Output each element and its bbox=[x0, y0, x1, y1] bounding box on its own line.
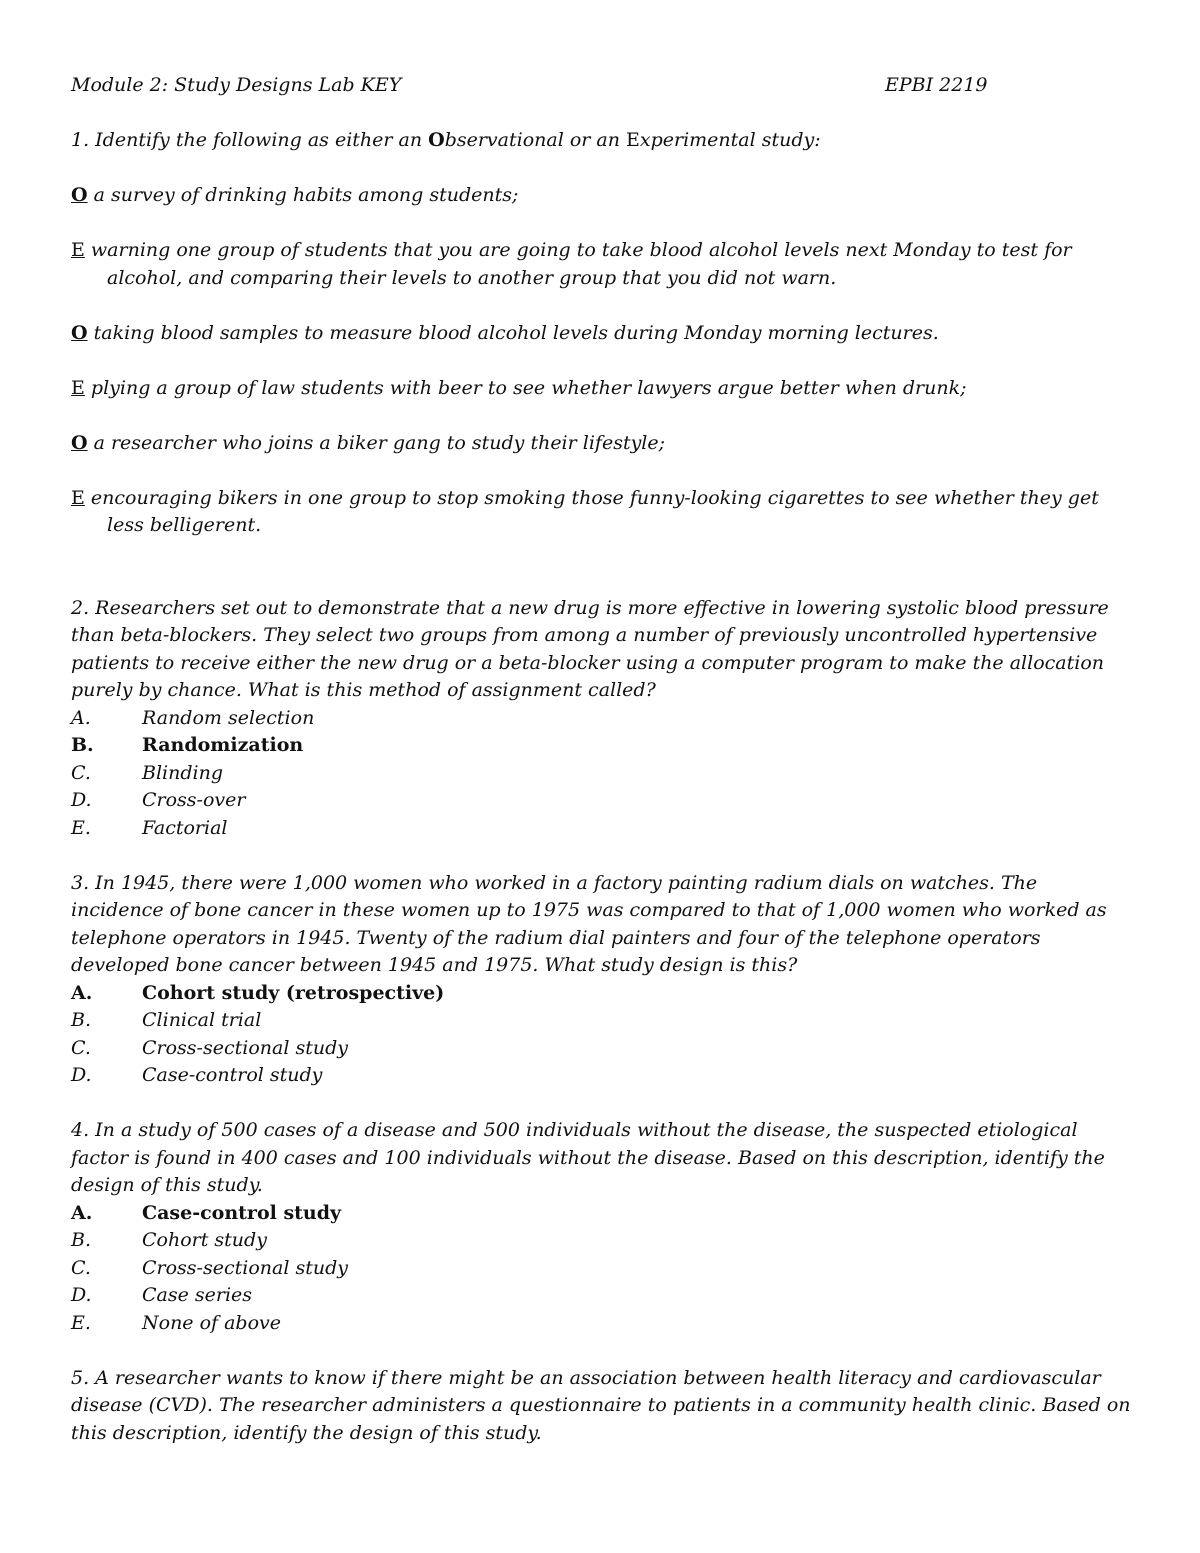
option-letter: B. bbox=[71, 1009, 92, 1031]
option-letter: C. bbox=[71, 1036, 91, 1059]
question-3-text: 3. In 1945, there were 1,000 women who worked in a factory painting radium dials on watches. The incidence of bone cancer in these women up to 1975 was compared to that of 1,000 women who worked as telephone operators in 1945. Twenty of the radium dial painters and four of the telephone operators developed bone cancer between 1945 and 1975. What study design is this? bbox=[71, 871, 1107, 976]
answer-mark: O bbox=[71, 184, 88, 206]
q1-prompt-start: 1. Identify the following as either an bbox=[71, 129, 429, 151]
q1-item bbox=[71, 320, 1131, 348]
correct-option bbox=[71, 732, 1131, 760]
q1-item-text: taking blood samples to measure blood alcohol levels during Monday morning lectures. bbox=[87, 321, 939, 344]
q1-item-text: warning one group of students that you are going to take blood alcohol levels next Monday to test for alcohol, and comparing their levels to another group that you did not warn. bbox=[84, 239, 1072, 289]
option-text: Case-control study bbox=[142, 1064, 323, 1086]
option-letter: E. bbox=[71, 816, 91, 839]
option-letter: C. bbox=[71, 761, 91, 784]
option bbox=[71, 1282, 1131, 1310]
option bbox=[71, 815, 1131, 843]
q1-obs-letter: O bbox=[428, 129, 445, 151]
option-letter: B. bbox=[71, 1229, 92, 1251]
answer-mark: E bbox=[71, 486, 85, 509]
q1-item-text: a researcher who joins a biker gang to study their lifestyle; bbox=[87, 431, 666, 454]
option-text: Case-control study bbox=[142, 1201, 342, 1224]
answer-mark: O bbox=[71, 431, 88, 454]
option bbox=[71, 760, 1131, 788]
option bbox=[71, 1310, 1131, 1338]
q1-item bbox=[71, 430, 1131, 458]
option-text: None of above bbox=[142, 1311, 282, 1334]
answer-mark: O bbox=[71, 321, 88, 344]
question-5-text: 5. A researcher wants to know if there might be an association between health literacy and cardiovascular disease (CVD). The researcher administers a questionnaire to patients in a community health clinic. Based on this description, identify the design of this study. bbox=[71, 1366, 1131, 1444]
option-letter: A. bbox=[71, 706, 91, 729]
option-text: Cohort study (retrospective) bbox=[142, 981, 445, 1004]
q1-item-text: encouraging bikers in one group to stop smoking those funny-looking cigarettes to see whether they get less belligerent. bbox=[84, 486, 1099, 536]
answer-mark: E bbox=[71, 376, 85, 399]
option bbox=[71, 787, 1131, 815]
option-text: Cross-sectional study bbox=[142, 1036, 348, 1059]
correct-option bbox=[71, 980, 1131, 1008]
option-text: Cross-sectional study bbox=[142, 1256, 348, 1279]
option-letter: D. bbox=[71, 789, 92, 811]
page-header bbox=[71, 72, 1131, 100]
option-letter: A. bbox=[71, 1201, 93, 1224]
q1-item bbox=[71, 375, 1131, 403]
option bbox=[71, 1035, 1131, 1063]
option bbox=[71, 1255, 1131, 1283]
option-letter: C. bbox=[71, 1256, 91, 1279]
correct-option bbox=[71, 1200, 1131, 1228]
option bbox=[71, 1007, 1131, 1035]
answer-mark: E bbox=[71, 239, 85, 261]
question-1-prompt bbox=[71, 127, 1131, 155]
header-course-code: EPBI 2219 bbox=[885, 74, 988, 96]
option-text: Clinical trial bbox=[142, 1009, 262, 1031]
option bbox=[71, 705, 1131, 733]
q1-item-text: plying a group of law students with beer to see whether lawyers argue better when drunk; bbox=[84, 376, 967, 399]
document-body bbox=[71, 72, 1131, 1447]
option-text: Factorial bbox=[142, 816, 228, 839]
q1-exp-rest: xperimental study: bbox=[639, 129, 821, 151]
option-text: Random selection bbox=[142, 706, 315, 729]
q1-obs-rest: bservational or an bbox=[444, 129, 626, 151]
option-text: Cohort study bbox=[142, 1229, 267, 1251]
q1-exp-letter: E bbox=[626, 129, 640, 151]
option-text: Randomization bbox=[142, 734, 304, 756]
option-letter: B. bbox=[71, 734, 94, 756]
q1-item bbox=[71, 182, 1131, 210]
q1-item-text: a survey of drinking habits among students; bbox=[87, 184, 519, 206]
option bbox=[71, 1062, 1131, 1090]
option-text: Case series bbox=[142, 1284, 253, 1306]
option-letter: D. bbox=[71, 1284, 92, 1306]
option-text: Blinding bbox=[142, 761, 223, 784]
q1-item bbox=[71, 485, 1131, 540]
question-2-text: 2. Researchers set out to demonstrate that a new drug is more effective in lowering systolic blood pressure than beta-blockers. They select two groups from among a number of previously uncontrolled hypertensive patients to receive either the new drug or a beta-blocker using a computer program to make the allocation purely by chance. What is this method of assignment called? bbox=[71, 596, 1109, 701]
spacer bbox=[71, 567, 1131, 595]
option-text: Cross-over bbox=[142, 789, 246, 811]
option-letter: E. bbox=[71, 1311, 91, 1334]
option-letter: A. bbox=[71, 981, 93, 1004]
option-letter: D. bbox=[71, 1064, 92, 1086]
q1-item bbox=[71, 237, 1131, 292]
header-title: Module 2: Study Designs Lab KEY bbox=[71, 74, 402, 96]
option bbox=[71, 1227, 1131, 1255]
question-4-text: 4. In a study of 500 cases of a disease and 500 individuals without the disease, the suspected etiological factor is found in 400 cases and 100 individuals without the disease. Based on this description, identify the design of this study. bbox=[71, 1119, 1105, 1196]
